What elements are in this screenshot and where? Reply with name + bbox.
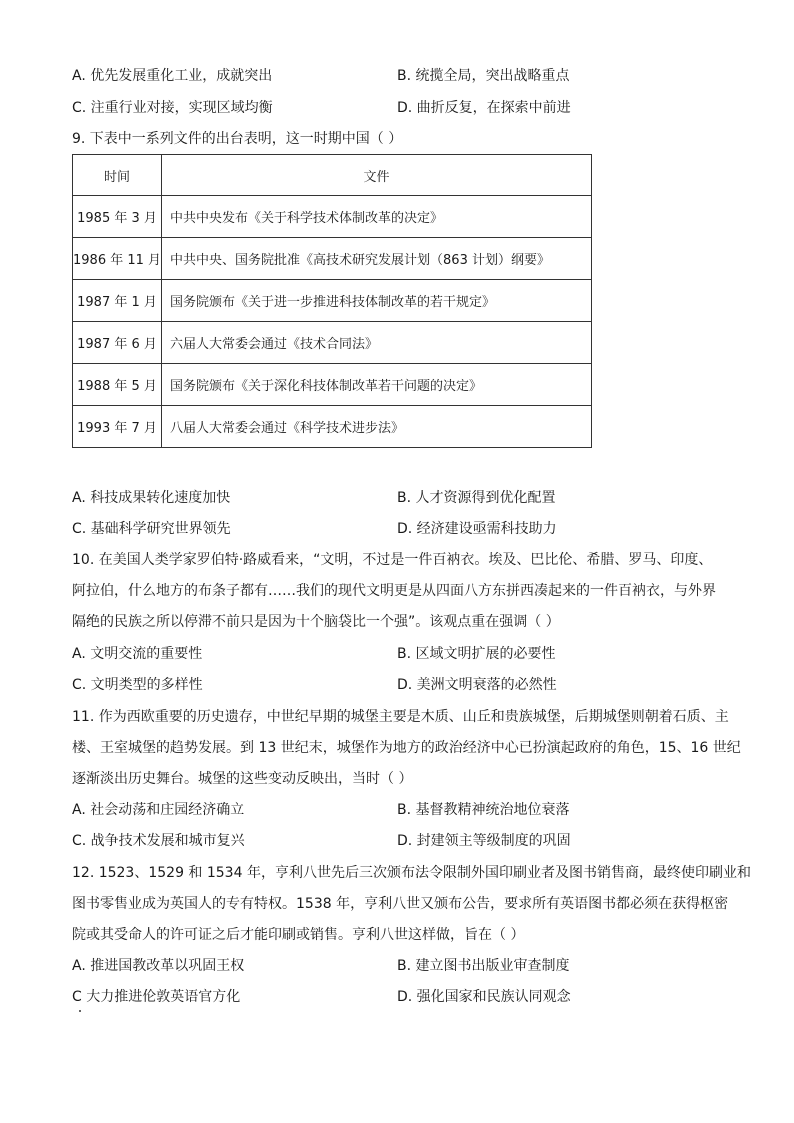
q10-stem [72,545,732,638]
q9-option-b[interactable]: B. 人才资源得到优化配置 [397,490,556,506]
table-cell-time: 1986 年 11 月 [73,238,162,280]
q11-option-d[interactable]: D. 封建领主等级制度的巩固 [397,833,571,849]
q9-option-c[interactable]: C. 基础科学研究世界领先 [72,521,231,537]
q8-option-c[interactable]: C. 注重行业对接，实现区域均衡 [72,100,273,116]
q10-option-d[interactable]: D. 美洲文明衰落的必然性 [397,677,557,693]
q9-options-row-1 [72,487,752,509]
q12-options-row-1 [72,955,752,977]
table-row [73,238,592,280]
q12-option-b[interactable]: B. 建立图书出版业审查制度 [397,958,570,974]
q8-options-row-1 [72,65,752,87]
table-cell-document: 中共中央、国务院批准《高技术研究发展计划（863 计划）纲要》 [162,238,592,280]
q9-stem-text: 9. 下表中一系列文件的出台表明，这一时期中国（ ） [72,131,403,147]
table-cell-time: 1988 年 5 月 [73,364,162,406]
table-cell-time: 1993 年 7 月 [73,406,162,448]
q12-stem-line: 12. 1523、1529 和 1534 年，亨利八世先后三次颁布法令限制外国印刷业者及图书销售商，最终使印刷业和 [72,865,751,881]
q11-option-c[interactable]: C. 战争技术发展和城市复兴 [72,833,245,849]
q8-options-row-2 [72,97,752,119]
q9-document-table [72,154,592,448]
table-cell-document: 六届人大常委会通过《技术合同法》 [162,322,592,364]
q8-option-a[interactable]: A. 优先发展重化工业，成就突出 [72,68,273,84]
table-row [73,322,592,364]
table-cell-document: 八届人大常委会通过《科学技术进步法》 [162,406,592,448]
q10-options-row-1 [72,643,752,665]
q12-stem-line: 图书零售业成为英国人的专有特权。1538 年，亨利八世又颁布公告，要求所有英语图书都必须在获得枢密 [72,896,729,912]
table-header-time: 时间 [73,155,162,196]
q12-stem-line: 院或其受命人的许可证之后才能印刷或销售。亨利八世这样做，旨在（ ） [72,927,525,943]
q11-options-row-1 [72,799,752,821]
q12-option-c[interactable]: C 大力推进伦敦英语官方化 [72,989,241,1005]
table-row [73,406,592,448]
table-row [73,196,592,238]
q11-option-a[interactable]: A. 社会动荡和庄园经济确立 [72,802,245,818]
q11-stem-line: 楼、王室城堡的趋势发展。到 13 世纪末，城堡作为地方的政治经济中心已扮演起政府的角色，15、16 世纪 [72,740,741,756]
q10-stem-line: 10. 在美国人类学家罗伯特·路威看来，“文明，不过是一件百衲衣。埃及、巴比伦、希腊、罗马、印度、 [72,552,713,568]
q10-stem-line: 隔绝的民族之所以停滞不前只是因为十个脑袋比一个强”。该观点重在强调（ ） [72,614,560,630]
q10-option-a[interactable]: A. 文明交流的重要性 [72,646,203,662]
stray-dot [79,1010,81,1012]
q11-stem-line: 11. 作为西欧重要的历史遗存，中世纪早期的城堡主要是木质、山丘和贵族城堡，后期城堡则朝着石质、主 [72,709,729,725]
q9-stem [72,128,752,150]
q9-option-d[interactable]: D. 经济建设亟需科技助力 [397,521,557,537]
q10-stem-line: 阿拉伯，什么地方的布条子都有……我们的现代文明更是从四面八方东拼西凑起来的一件百衲衣，与外界 [72,583,716,599]
q12-stem [72,858,751,951]
q12-options-row-2 [72,986,752,1008]
q11-stem-line: 逐渐淡出历史舞台。城堡的这些变动反映出，当时（ ） [72,771,413,787]
q11-options-row-2 [72,830,752,852]
q8-option-b[interactable]: B. 统揽全局，突出战略重点 [397,68,570,84]
table-row [73,280,592,322]
table-cell-time: 1987 年 1 月 [73,280,162,322]
table-cell-time: 1985 年 3 月 [73,196,162,238]
table-cell-document: 中共中央发布《关于科学技术体制改革的决定》 [162,196,592,238]
table-header-document: 文件 [162,155,592,196]
q10-option-b[interactable]: B. 区域文明扩展的必要性 [397,646,556,662]
q11-stem [72,702,741,795]
q12-option-d[interactable]: D. 强化国家和民族认同观念 [397,989,571,1005]
table-row [73,364,592,406]
table-header-row [73,155,592,196]
q11-option-b[interactable]: B. 基督教精神统治地位衰落 [397,802,570,818]
q10-option-c[interactable]: C. 文明类型的多样性 [72,677,203,693]
q12-option-a[interactable]: A. 推进国教改革以巩固王权 [72,958,245,974]
q9-option-a[interactable]: A. 科技成果转化速度加快 [72,490,231,506]
q9-options-row-2 [72,518,752,540]
table-cell-document: 国务院颁布《关于深化科技体制改革若干问题的决定》 [162,364,592,406]
table-cell-document: 国务院颁布《关于进一步推进科技体制改革的若干规定》 [162,280,592,322]
table-cell-time: 1987 年 6 月 [73,322,162,364]
q10-options-row-2 [72,674,752,696]
q8-option-d[interactable]: D. 曲折反复，在探索中前进 [397,100,571,116]
